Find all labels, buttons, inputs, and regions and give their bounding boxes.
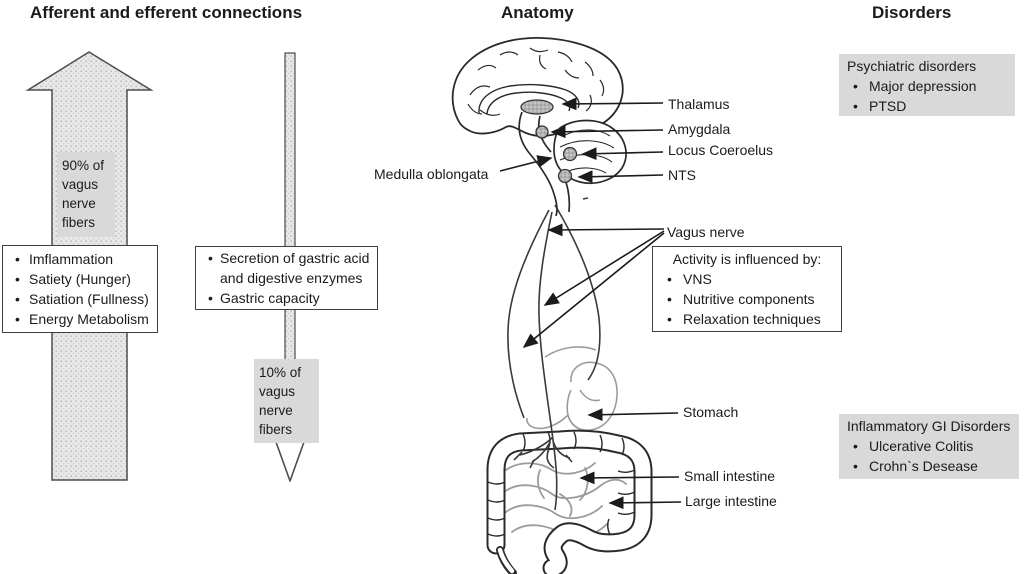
- efferent-percentage-text: 10% of vagus nerve fibers: [259, 365, 302, 437]
- activity-box-title: Activity is influenced by:: [672, 251, 822, 267]
- locus-coeroelus-shape: [564, 148, 577, 161]
- section-title-connections: Afferent and efferent connections: [30, 3, 303, 22]
- label-vagus-nerve: Vagus nerve: [667, 224, 745, 240]
- stomach-shape: [527, 347, 617, 430]
- list-item: • Imflammation: [5, 249, 155, 269]
- list-item: • Major depression: [847, 76, 1007, 96]
- list-item: • Ulcerative Colitis: [847, 436, 1011, 456]
- thalamus-shape: [521, 100, 553, 114]
- label-medulla-oblongata: Medulla oblongata: [374, 166, 489, 182]
- list-item: • Crohn`s Desease: [847, 456, 1011, 476]
- efferent-percentage-label: [254, 359, 319, 443]
- afferent-percentage-label: [57, 152, 115, 237]
- nts-shape: [559, 170, 572, 183]
- list-item: • Gastric capacity: [198, 288, 375, 308]
- list-item: • Secretion of gastric acid and digestive enzymes: [198, 248, 375, 288]
- list-item: • Nutritive components: [657, 289, 837, 309]
- inflammatory-gi-disorders-box: [839, 414, 1019, 479]
- list-item: • PTSD: [847, 96, 1007, 116]
- gi-box-title: Inflammatory GI Disorders: [847, 418, 1011, 434]
- list-item: • Satiation (Fullness): [5, 289, 155, 309]
- label-nts: NTS: [668, 167, 696, 183]
- label-locus-coeroelus: Locus Coeroelus: [668, 142, 774, 158]
- psychiatric-disorders-box: [839, 54, 1015, 116]
- efferent-functions-box: [195, 246, 378, 310]
- psychiatric-box-title: Psychiatric disorders: [847, 58, 977, 74]
- list-item: • Relaxation techniques: [657, 309, 837, 329]
- amygdala-shape: [536, 126, 548, 138]
- label-large-intestine: Large intestine: [685, 493, 777, 509]
- afferent-percentage-text: 90% of vagus nerve fibers: [62, 158, 105, 230]
- label-stomach: Stomach: [683, 404, 739, 420]
- label-amygdala: Amygdala: [668, 121, 731, 137]
- brain-illustration: [453, 38, 626, 216]
- list-item: • Energy Metabolism: [5, 309, 155, 329]
- section-title-disorders: Disorders: [872, 3, 952, 22]
- section-title-anatomy: Anatomy: [501, 3, 574, 22]
- label-small-intestine: Small intestine: [684, 468, 776, 484]
- gi-tract-illustration: [453, 38, 681, 573]
- list-item: • Satiety (Hunger): [5, 269, 155, 289]
- label-thalamus: Thalamus: [668, 96, 730, 112]
- list-item: • VNS: [657, 269, 837, 289]
- afferent-functions-box: [2, 245, 158, 333]
- activity-influence-box: [652, 246, 842, 332]
